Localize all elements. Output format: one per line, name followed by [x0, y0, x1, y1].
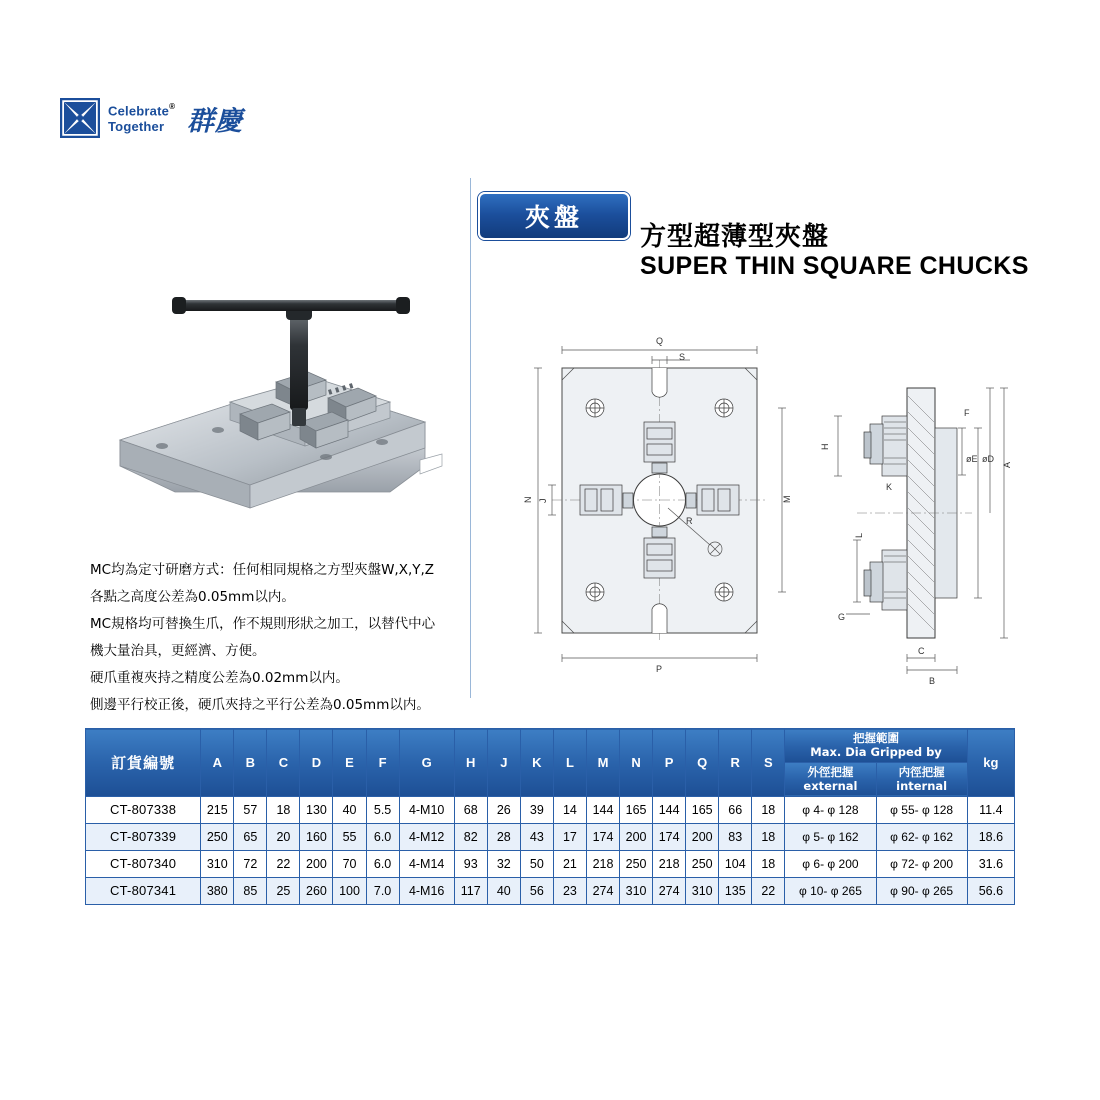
cell-M: 174 — [586, 823, 619, 850]
cell-grip-internal: φ 90- φ 265 — [876, 877, 967, 904]
header-divider — [470, 178, 471, 698]
cell-S: 22 — [752, 877, 785, 904]
cell-D: 200 — [300, 850, 333, 877]
cell-Q: 165 — [686, 796, 719, 823]
cell-R: 83 — [719, 823, 752, 850]
dim-label-D: øD — [982, 454, 994, 464]
th-S: S — [752, 729, 785, 797]
cell-L: 17 — [553, 823, 586, 850]
category-badge — [478, 192, 630, 240]
cell-H: 93 — [454, 850, 487, 877]
th-R: R — [719, 729, 752, 797]
th-C: C — [267, 729, 300, 797]
th-A: A — [201, 729, 234, 797]
cell-K: 39 — [520, 796, 553, 823]
cell-K: 50 — [520, 850, 553, 877]
note-line: MC規格均可替換生爪，作不規則形狀之加工，以替代中心 — [90, 615, 436, 632]
cell-R: 66 — [719, 796, 752, 823]
cell-grip-external: φ 5- φ 162 — [785, 823, 876, 850]
dim-label-K: K — [886, 482, 893, 492]
cell-order-no: CT-807341 — [86, 877, 201, 904]
table-row[interactable] — [86, 877, 1015, 904]
grip-external-cn: 外徑把握 — [807, 764, 854, 779]
cell-A: 310 — [201, 850, 234, 877]
cell-J: 26 — [487, 796, 520, 823]
th-grip-internal — [876, 762, 967, 796]
grip-external-en: external — [803, 779, 858, 794]
cell-grip-external: φ 10- φ 265 — [785, 877, 876, 904]
page-title-english: SUPER THIN SQUARE CHUCKS — [640, 252, 1029, 280]
dim-label-Q: Q — [656, 336, 664, 346]
cell-N: 200 — [620, 823, 653, 850]
note-line: MC均為定寸研磨方式：任何相同規格之方型夾盤W,X,Y,Z — [90, 562, 435, 578]
cell-F: 7.0 — [366, 877, 399, 904]
product-notes — [90, 560, 470, 722]
th-grip-range — [785, 729, 967, 763]
note-line: 各點之高度公差為0.05mm以内。 — [90, 588, 295, 605]
cell-weight: 11.4 — [967, 796, 1014, 823]
logo-line-2: Together — [108, 118, 165, 134]
cell-F: 6.0 — [366, 850, 399, 877]
cell-P: 274 — [653, 877, 686, 904]
celebrate-together-logo-icon — [60, 98, 100, 138]
dim-label-P: P — [656, 664, 663, 674]
cell-Q: 200 — [686, 823, 719, 850]
dim-label-F: F — [964, 408, 970, 418]
dim-label-C: C — [918, 646, 925, 656]
th-B: B — [234, 729, 267, 797]
cell-P: 218 — [653, 850, 686, 877]
cell-S: 18 — [752, 823, 785, 850]
cell-S: 18 — [752, 850, 785, 877]
th-M: M — [586, 729, 619, 797]
dim-label-G: G — [838, 612, 846, 622]
cell-D: 160 — [300, 823, 333, 850]
th-weight: kg — [967, 729, 1014, 797]
grip-internal-cn: 内徑把握 — [898, 764, 945, 779]
dim-label-H: H — [820, 443, 830, 450]
cell-F: 6.0 — [366, 823, 399, 850]
cell-C: 25 — [267, 877, 300, 904]
th-N: N — [620, 729, 653, 797]
grip-range-en: Max. Dia Gripped by — [810, 745, 942, 760]
cell-grip-internal: φ 55- φ 128 — [876, 796, 967, 823]
th-L: L — [553, 729, 586, 797]
cell-Q: 310 — [686, 877, 719, 904]
dim-label-J: J — [538, 498, 548, 503]
cell-order-no: CT-807340 — [86, 850, 201, 877]
th-grip-external — [785, 762, 876, 796]
dim-label-A: A — [1002, 461, 1012, 468]
cell-grip-internal: φ 62- φ 162 — [876, 823, 967, 850]
cell-M: 218 — [586, 850, 619, 877]
cell-E: 70 — [333, 850, 366, 877]
cell-P: 174 — [653, 823, 686, 850]
th-F: F — [366, 729, 399, 797]
th-G: G — [399, 729, 454, 797]
th-order-no: 訂貨編號 — [86, 729, 201, 797]
cell-G: 4-M14 — [399, 850, 454, 877]
cell-J: 40 — [487, 877, 520, 904]
cell-N: 165 — [620, 796, 653, 823]
cell-order-no: CT-807339 — [86, 823, 201, 850]
cell-E: 100 — [333, 877, 366, 904]
dim-label-N: N — [523, 496, 533, 503]
cell-M: 144 — [586, 796, 619, 823]
cell-B: 85 — [234, 877, 267, 904]
technical-drawings — [500, 330, 1060, 710]
cell-S: 18 — [752, 796, 785, 823]
th-Q: Q — [686, 729, 719, 797]
cell-P: 144 — [653, 796, 686, 823]
cell-K: 56 — [520, 877, 553, 904]
dim-label-R: R — [686, 516, 693, 526]
cell-E: 55 — [333, 823, 366, 850]
cell-R: 135 — [719, 877, 752, 904]
dim-label-S: S — [679, 352, 686, 362]
cell-L: 14 — [553, 796, 586, 823]
cell-A: 250 — [201, 823, 234, 850]
cell-L: 23 — [553, 877, 586, 904]
cell-H: 117 — [454, 877, 487, 904]
cell-A: 215 — [201, 796, 234, 823]
table-row[interactable] — [86, 823, 1015, 850]
cell-G: 4-M16 — [399, 877, 454, 904]
logo-chinese-name: 群慶 — [186, 105, 243, 137]
th-P: P — [653, 729, 686, 797]
registered-mark: ® — [169, 101, 175, 111]
cell-N: 250 — [620, 850, 653, 877]
spec-table — [85, 728, 1015, 905]
cell-B: 57 — [234, 796, 267, 823]
category-badge-label: 夾盤 — [524, 203, 583, 232]
cell-M: 274 — [586, 877, 619, 904]
logo-line-1: Celebrate — [108, 102, 170, 118]
cell-E: 40 — [333, 796, 366, 823]
cell-C: 20 — [267, 823, 300, 850]
cell-G: 4-M12 — [399, 823, 454, 850]
table-row[interactable] — [86, 850, 1015, 877]
cell-N: 310 — [620, 877, 653, 904]
table-row[interactable] — [86, 796, 1015, 823]
cell-F: 5.5 — [366, 796, 399, 823]
cell-weight: 31.6 — [967, 850, 1014, 877]
logo-wordmark — [108, 103, 175, 134]
th-E: E — [333, 729, 366, 797]
cell-H: 82 — [454, 823, 487, 850]
cell-C: 18 — [267, 796, 300, 823]
cell-weight: 56.6 — [967, 877, 1014, 904]
th-J: J — [487, 729, 520, 797]
note-line: 硬爪重複夾持之精度公差為0.02mm以内。 — [90, 669, 349, 686]
cell-D: 260 — [300, 877, 333, 904]
grip-internal-en: internal — [896, 779, 948, 794]
th-D: D — [300, 729, 333, 797]
cell-grip-internal: φ 72- φ 200 — [876, 850, 967, 877]
cell-B: 65 — [234, 823, 267, 850]
cell-J: 32 — [487, 850, 520, 877]
product-photo — [90, 270, 450, 545]
page-title-chinese: 方型超薄型夾盤 — [640, 222, 830, 252]
cell-A: 380 — [201, 877, 234, 904]
grip-range-cn: 把握範圍 — [853, 731, 900, 745]
company-logo — [60, 98, 243, 138]
note-line: 機大量治具，更經濟、方便。 — [90, 642, 266, 659]
cell-K: 43 — [520, 823, 553, 850]
note-line: 側邊平行校正後，硬爪夾持之平行公差為0.05mm以内。 — [90, 696, 430, 713]
cell-J: 28 — [487, 823, 520, 850]
cell-C: 22 — [267, 850, 300, 877]
cell-weight: 18.6 — [967, 823, 1014, 850]
dim-label-L: L — [854, 532, 864, 538]
cell-R: 104 — [719, 850, 752, 877]
dim-label-M: M — [782, 495, 792, 503]
table-header-row-1 — [86, 729, 1015, 763]
cell-D: 130 — [300, 796, 333, 823]
cell-grip-external: φ 6- φ 200 — [785, 850, 876, 877]
dim-label-E: øE — [966, 454, 978, 464]
cell-B: 72 — [234, 850, 267, 877]
cell-order-no: CT-807338 — [86, 796, 201, 823]
cell-L: 21 — [553, 850, 586, 877]
dim-label-B: B — [929, 676, 936, 686]
cell-G: 4-M10 — [399, 796, 454, 823]
cell-grip-external: φ 4- φ 128 — [785, 796, 876, 823]
th-K: K — [520, 729, 553, 797]
cell-Q: 250 — [686, 850, 719, 877]
cell-H: 68 — [454, 796, 487, 823]
specification-table — [85, 728, 1015, 905]
th-H: H — [454, 729, 487, 797]
